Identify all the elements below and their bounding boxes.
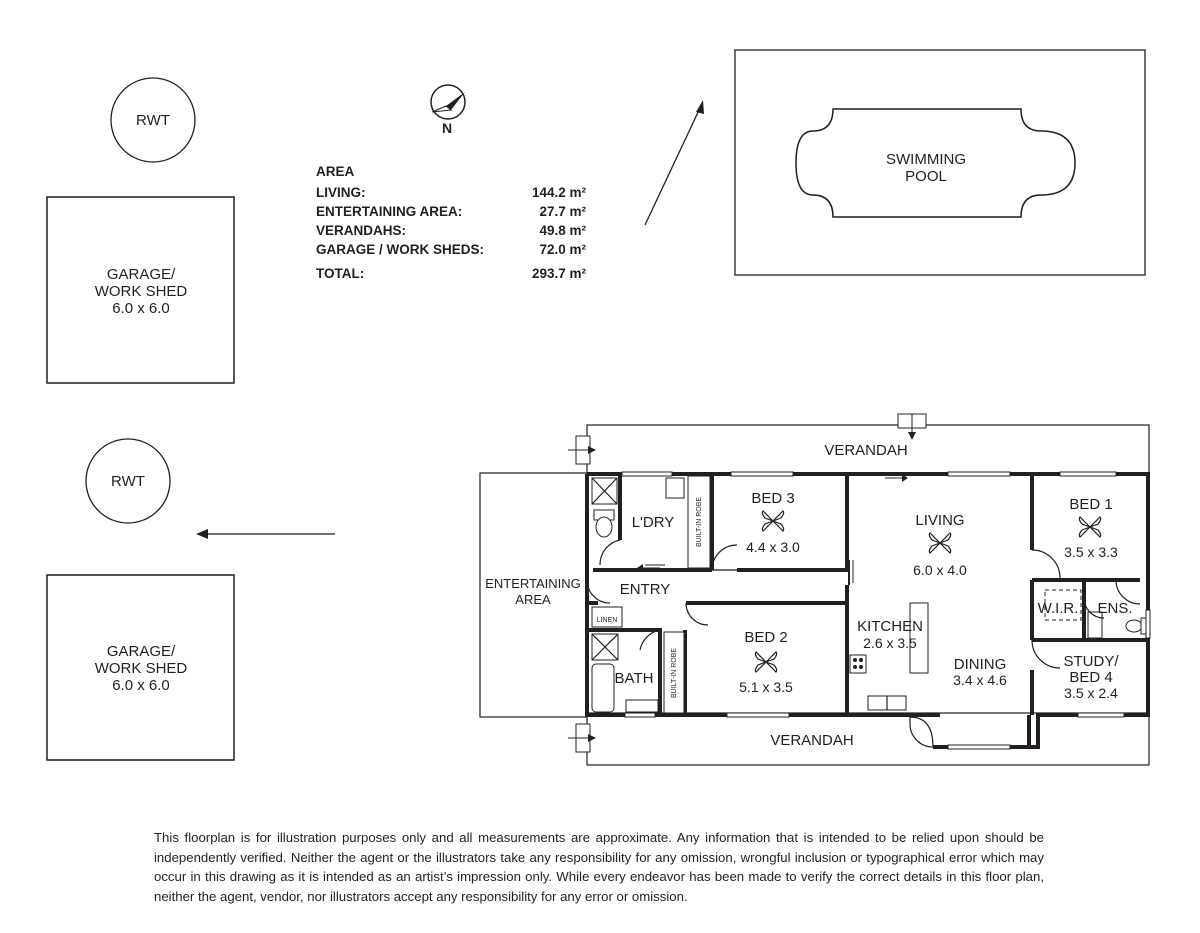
dining-size: 3.4 x 4.6 — [953, 672, 1007, 688]
area-table — [316, 164, 586, 283]
area-row-label: VERANDAHS: — [316, 223, 407, 238]
area-total-row — [316, 264, 586, 283]
ceiling-fan-icon-living — [929, 533, 950, 553]
area-row — [316, 202, 586, 221]
compass-label: N — [441, 120, 453, 136]
area-row — [316, 183, 586, 202]
entertaining-label-1: ENTERTAINING — [485, 576, 581, 591]
rwt-top-label: RWT — [136, 112, 170, 129]
garage-top — [47, 197, 234, 383]
verandah-bottom-label: VERANDAH — [770, 732, 854, 749]
area-row — [316, 240, 586, 259]
bed1-name: BED 1 — [1069, 496, 1113, 513]
living-name: LIVING — [915, 512, 965, 529]
bed2-name: BED 2 — [744, 629, 788, 646]
laundry-label: L'DRY — [631, 514, 675, 531]
garage-top-name1: GARAGE/ — [106, 266, 176, 283]
garage-bottom-name2: WORK SHED — [94, 660, 188, 677]
area-row-value: 49.8 m² — [539, 223, 586, 238]
study-size: 3.5 x 2.4 — [1064, 685, 1118, 701]
entertaining-label-2: AREA — [515, 592, 551, 607]
wir-label: W.I.R. — [1037, 600, 1079, 617]
bath-label: BATH — [614, 670, 654, 687]
study-name-2: BED 4 — [1069, 669, 1113, 686]
garage-bottom-name1: GARAGE/ — [106, 643, 176, 660]
pool-label-1: SWIMMING — [886, 151, 966, 168]
robe-bottom-label: BUILT-IN ROBE — [671, 647, 678, 699]
garage-bottom-size: 6.0 x 6.0 — [112, 677, 170, 694]
dining-name: DINING — [953, 656, 1007, 673]
kitchen-name: KITCHEN — [857, 618, 923, 635]
rwt-bottom — [86, 439, 170, 523]
area-total-label: TOTAL: — [316, 266, 365, 281]
swimming-pool — [735, 50, 1145, 275]
ceiling-fan-icon-bed2 — [755, 652, 776, 672]
area-row-label: LIVING: — [316, 185, 366, 200]
verandah-top-label: VERANDAH — [824, 442, 908, 459]
direction-arrow-diagonal — [645, 100, 704, 225]
area-total-value: 293.7 m² — [531, 266, 586, 281]
bed2-size: 5.1 x 3.5 — [739, 679, 793, 695]
garage-top-name2: WORK SHED — [94, 283, 188, 300]
kitchen-size: 2.6 x 3.5 — [863, 635, 917, 651]
garage-bottom — [47, 575, 234, 760]
entry-label: ENTRY — [619, 581, 671, 598]
study-name-1: STUDY/ — [1063, 653, 1119, 670]
area-row-value: 27.7 m² — [539, 204, 586, 219]
area-row-label: ENTERTAINING AREA: — [316, 204, 463, 219]
compass-north-icon — [431, 85, 465, 136]
rwt-top — [111, 78, 195, 162]
disclaimer-text: This floorplan is for illustration purposes only and all measurements are approximate. Any information that is intended to be relied upon should be independently verified. Neither the agent or the illustrators take any responsibility for any omission, wrongful inclusion or typographical error which may occur in this drawing as it is intended as an artist’s impression only. While every endeavor has been made to verify the correct details in this floor plan, neither the agent, vendor, nor illustrators accept any responsibility for any error or omission. — [154, 830, 1044, 904]
area-row-value: 144.2 m² — [531, 185, 586, 200]
living-size: 6.0 x 4.0 — [913, 562, 967, 578]
direction-arrow-left — [196, 529, 335, 539]
robe-top-label: BUILT-IN ROBE — [696, 496, 703, 548]
pool-label-2: POOL — [905, 168, 947, 185]
bed3-name: BED 3 — [751, 490, 795, 507]
ceiling-fan-icon-bed1 — [1079, 517, 1100, 537]
rwt-bottom-label: RWT — [111, 473, 145, 490]
area-row — [316, 221, 586, 240]
bed1-size: 3.5 x 3.3 — [1064, 544, 1118, 560]
ceiling-fan-icon-bed3 — [762, 511, 783, 531]
house-plan — [480, 414, 1150, 765]
area-row-label: GARAGE / WORK SHEDS: — [316, 242, 485, 257]
area-row-value: 72.0 m² — [539, 242, 586, 257]
garage-top-size: 6.0 x 6.0 — [112, 300, 170, 317]
bed3-size: 4.4 x 3.0 — [746, 539, 800, 555]
area-title: AREA — [316, 164, 355, 179]
linen-label: LINEN — [596, 617, 618, 624]
ens-label: ENS. — [1097, 600, 1133, 617]
